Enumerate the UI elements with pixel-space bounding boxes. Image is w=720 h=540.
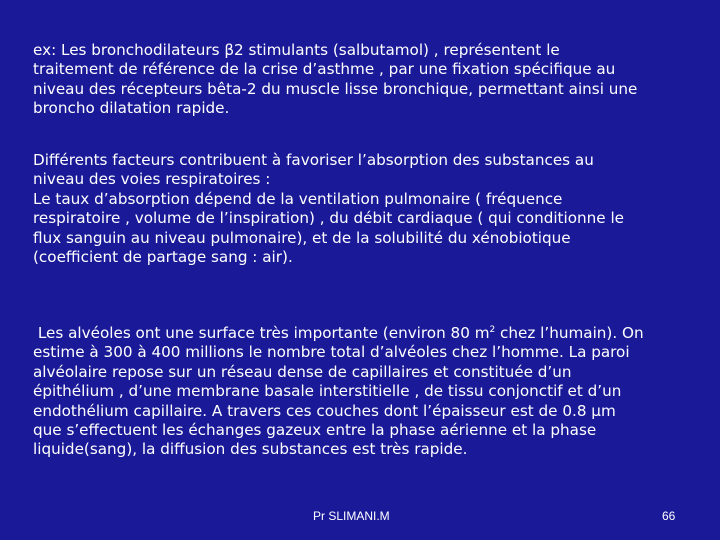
text-line: niveau des récepteurs bêta-2 du muscle lisse bronchique, permettant ainsi une (33, 79, 638, 98)
page-number: 66 (662, 509, 676, 523)
text-line: endothélium capillaire. A travers ces couches dont l’épaisseur est de 0.8 µm (33, 401, 616, 420)
text-line: ex: Les bronchodilateurs β2 stimulants (salbutamol) , représentent le (33, 41, 560, 59)
text-segment: chez l’humain). On (495, 324, 644, 342)
text-line (33, 324, 693, 343)
text-line: liquide(sang), la diffusion des substances est très rapide. (33, 440, 468, 459)
paragraph-absorption-factors (33, 151, 693, 267)
footer-author: Pr SLIMANI.M (313, 509, 390, 523)
text-line: estime à 300 à 400 millions le nombre total d’alvéoles chez l’homme. La paroi (33, 343, 630, 362)
text-line: que s’effectuent les échanges gazeux entre la phase aérienne et la phase (33, 421, 597, 440)
text-line: broncho dilatation rapide. (33, 99, 230, 118)
paragraph-alveoli (33, 324, 693, 460)
superscript: 2 (489, 324, 496, 335)
text-line: alvéolaire repose sur un réseau dense de capillaires et constituée d’un (33, 362, 572, 381)
text-segment: Les alvéoles ont une surface très importante (environ 80 m (33, 324, 490, 342)
text-line: Différents facteurs contribuent à favoriser l’absorption des substances au (33, 151, 594, 169)
text-line: traitement de référence de la crise d’asthme , par une fixation spécifique au (33, 60, 616, 79)
text-line: (coefficient de partage sang : air). (33, 248, 293, 267)
text-line: respiratoire , volume de l’inspiration) , du débit cardiaque ( qui conditionne le (33, 209, 625, 228)
paragraph-bronchodilators (33, 41, 693, 119)
text-line: niveau des voies respiratoires : (33, 170, 271, 189)
text-line: épithélium , d’une membrane basale interstitielle , de tissu conjonctif et d’un (33, 382, 622, 401)
text-line: Le taux d’absorption dépend de la ventilation pulmonaire ( fréquence (33, 189, 563, 208)
text-line: flux sanguin au niveau pulmonaire), et de la solubilité du xénobiotique (33, 228, 571, 247)
